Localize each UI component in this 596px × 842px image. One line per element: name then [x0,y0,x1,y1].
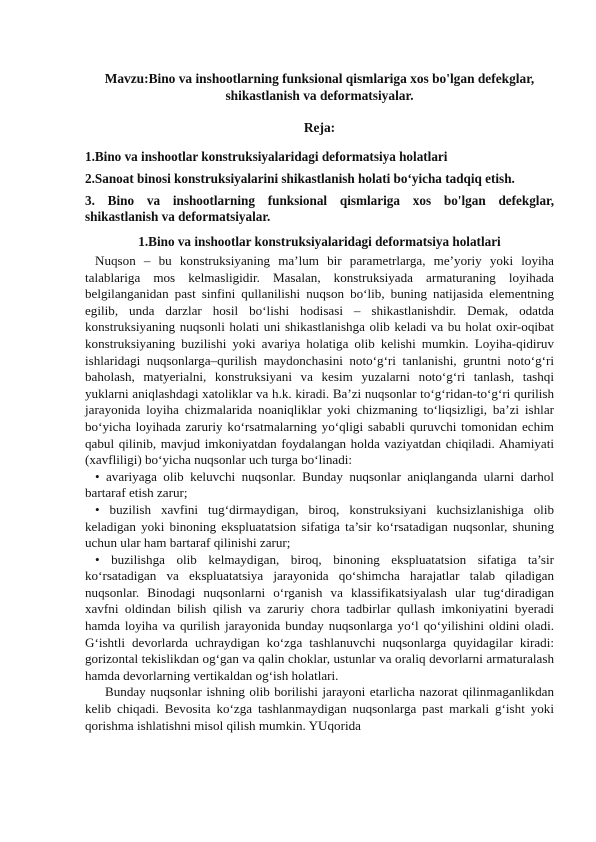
plan-item-3: 3. Bino va inshootlarning funksional qismlariga xos bo'lgan defekglar, shikastlanish va deformatsiyalar. [85,193,554,224]
body-paragraph-2: Bunday nuqsonlar ishning olib borilishi jarayoni etarlicha nazorat qilinmaganlikdan kelib chiqadi. Bevosita ko‘zga tashlanmaydigan nuqsonlarga past markali g‘isht yoki qorishma ishlatishni misol qilish mumkin. YUqorida [85,684,554,733]
section-heading: 1.Bino va inshootlar konstruksiyalaridagi deformatsiya holatlari [138,234,501,249]
document-title: Mavzu:Bino va inshootlarning funksional qismlariga xos bo'lgan defekglar, shikastlanish va deformatsiyalar. [104,71,535,103]
bullet-paragraph-3: • buzilishga olib kelmaydigan, biroq, binoning ekspluatatsion sifatiga ta’sir ko‘rsatadigan va ekspluatatsiya jarayonida qo‘shimcha harajatlar talab qiladigan nuqsonlar. Binodagi nuqsonlarni o‘rganish va klassifikatsiyalash ular tug‘diradigan xavfni oldindan bilish qilish va zaruriy chora tadbirlar qullash imkoniyatini byeradi hamda loyiha va qurilish jarayonida bunday nuqsonlarga yo‘l qo‘yilishini oldini oladi. G‘ishtli devorlarda uchraydigan ko‘zga tashlanuvchi nuqsonlarga quyidagilar kiradi: gorizontal tekislikdan og‘gan va qalin choklar, ustunlar va oraliq devorlarni armaturalash hamda devorlarning vertikaldan og‘ish holatlari. [85,551,554,683]
document-page [85,70,554,734]
plan-heading: Reja: [303,120,336,135]
plan-item-1: 1.Bino va inshootlar konstruksiyalaridagi deformatsiya holatlari [85,149,448,164]
plan-item-2: 2.Sanoat binosi konstruksiyalarini shikastlanish holati bo‘yicha tadqiq etish. [85,171,515,186]
bullet-paragraph-1: • avariyaga olib keluvchi nuqsonlar. Bunday nuqsonlar aniqlanganda ularni darhol bartaraf etish zarur; [85,468,554,501]
body-paragraph-1: Nuqson – bu konstruksiyaning ma’lum bir parametrlarga, me’yoriy yoki loyiha talablariga mos kelmasligidir. Masalan, konstruksiyada armaturaning loyihada belgilanganidan past sinfini qullanilishi nuqson bo‘lib, buning natijasida elementning egilib, unda darzlar hosil bo‘lishi hodisasi – shikastlanishdir. Demak, odatda konstruksiyaning nuqsonli holati uni shikastlanishga olib keladi va bu holat oxir-oqibat konstruksiyaning buzilishi yoki avariya holatiga olib kelishi mumkin. Loyiha-qidiruv ishlaridagi nuqsonlarga–qurilish maydonchasini noto‘g‘ri tanlanishi, gruntni noto‘g‘ri baholash, matyerialni, konstruksiyani va kesim yuzalarni noto‘g‘ri tanlash, tashqi yuklarni aniqlashdagi xatoliklar va h.k. kiradi. Ba’zi nuqsonlar to‘g‘ridan-to‘g‘ri qurilish jarayonida loyiha chizmalarida noaniqliklar yoki chizmaning to‘liqsizligi, ba’zi ishlar bo‘yicha loyihada zaruriy ko‘rsatmalarning yo‘qligi sababli quruvchi tomonidan echim qabul qilinib, mavjud imkoniyatdan foydalangan holda vaziyatdan chiqiladi. Ahamiyati (xavfliligi) bo‘yicha nuqsonlar uch turga bo‘linadi: [85,253,554,468]
bullet-paragraph-2: • buzilish xavfini tug‘dirmaydigan, biroq, konstruksiyani kuchsizlanishiga olib keladigan yoki binoning ekspluatatsion sifatiga ta’sir ko‘rsatadigan nuqsonlar, shuning uchun ular ham bartaraf qilinishi zarur; [85,501,554,551]
